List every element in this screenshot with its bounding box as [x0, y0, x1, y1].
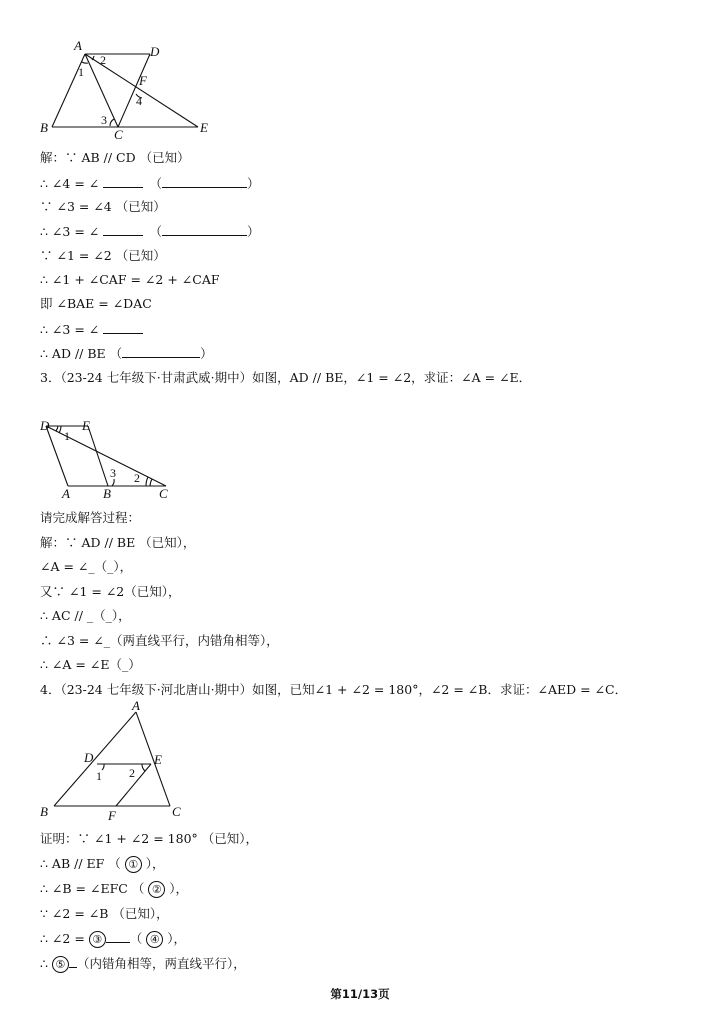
angle-1: 1	[64, 429, 70, 443]
angle-1: 1	[78, 65, 84, 79]
q3-line-5: ∴ AC // _（_），	[40, 608, 131, 623]
label-D: D	[150, 44, 160, 59]
figure-1-parallelogram	[30, 38, 230, 140]
blank-3: ③	[89, 931, 106, 948]
label-C: C	[159, 486, 168, 501]
sol1-line-5: ∵ ∠1 = ∠2 （已知）	[40, 248, 166, 263]
q3-line-6: ∴ ∠3 = ∠_（两直线平行，内错角相等），	[40, 633, 279, 648]
sol1-line-2: ∴ ∠4 = ∠ （ ）	[40, 176, 260, 191]
label-B: B	[103, 486, 111, 501]
label-D: D	[84, 750, 94, 765]
sol1-line-1: 解：∵ AB // CD （已知）	[40, 150, 190, 165]
q3-line-4: 又∵ ∠1 = ∠2（已知），	[40, 584, 181, 599]
label-C: C	[172, 804, 181, 819]
q3-line-2: 解：∵ AD // BE （已知），	[40, 535, 196, 550]
q4-line-4: ∵ ∠2 = ∠B （已知），	[40, 906, 169, 921]
figure-4-triangle	[36, 700, 196, 822]
label-B: B	[40, 804, 48, 819]
figure-3-parallel-lines	[36, 416, 186, 502]
q4-line-1: 证明：∵ ∠1 + ∠2 = 180° （已知），	[40, 831, 258, 846]
label-F: F	[139, 73, 147, 88]
label-C: C	[114, 127, 123, 140]
q3-line-1: 请完成解答过程：	[40, 510, 141, 525]
q3-title: 3．（23-24 七年级下·甘肃武威·期中）如图，AD // BE，∠1 = ∠2，求证：∠A = ∠E．	[40, 370, 532, 385]
q3-line-3: ∠A = ∠_（_），	[40, 559, 133, 574]
blank-4: ④	[146, 931, 163, 948]
angle-3: 3	[101, 113, 107, 127]
label-D: D	[40, 418, 50, 433]
blank-1: ①	[125, 856, 142, 873]
q4-title: 4．（23-24 七年级下·河北唐山·期中）如图，已知∠1 + ∠2 = 180°，∠2 = ∠B．求证：∠AED = ∠C．	[40, 682, 628, 697]
angle-4: 4	[136, 94, 142, 108]
q4-line-5: ∴ ∠2 = ③ （ ④ ），	[40, 931, 186, 946]
angle-1: 1	[96, 769, 102, 783]
label-E: E	[154, 752, 162, 767]
label-A: A	[132, 700, 140, 713]
sol1-line-3: ∵ ∠3 = ∠4 （已知）	[40, 199, 166, 214]
angle-2: 2	[100, 53, 106, 67]
label-A: A	[74, 38, 82, 53]
blank-2: ②	[148, 881, 165, 898]
label-A: A	[62, 486, 70, 501]
q4-line-6: ∴ ⑤ （内错角相等，两直线平行），	[40, 956, 246, 971]
angle-3: 3	[110, 466, 116, 480]
sol1-line-4: ∴ ∠3 = ∠ （ ）	[40, 224, 260, 239]
label-F: F	[108, 808, 116, 822]
label-E: E	[82, 418, 90, 433]
q4-line-2: ∴ AB // EF （ ① ），	[40, 856, 165, 871]
blank-5: ⑤	[52, 956, 69, 973]
angle-2: 2	[129, 766, 135, 780]
label-E: E	[200, 120, 208, 135]
angle-2: 2	[134, 471, 140, 485]
q4-line-3: ∴ ∠B = ∠EFC （ ② ），	[40, 881, 189, 896]
q3-line-7: ∴ ∠A = ∠E（_）	[40, 657, 141, 672]
sol1-line-6: ∴ ∠1 + ∠CAF = ∠2 + ∠CAF	[40, 272, 220, 287]
sol1-line-9: ∴ AD // BE （ ）	[40, 346, 213, 361]
sol1-line-8: ∴ ∠3 = ∠	[40, 321, 143, 338]
sol1-line-7: 即 ∠BAE = ∠DAC	[40, 296, 152, 311]
label-B: B	[40, 120, 48, 135]
page-number: 第11/13页	[330, 987, 390, 1001]
